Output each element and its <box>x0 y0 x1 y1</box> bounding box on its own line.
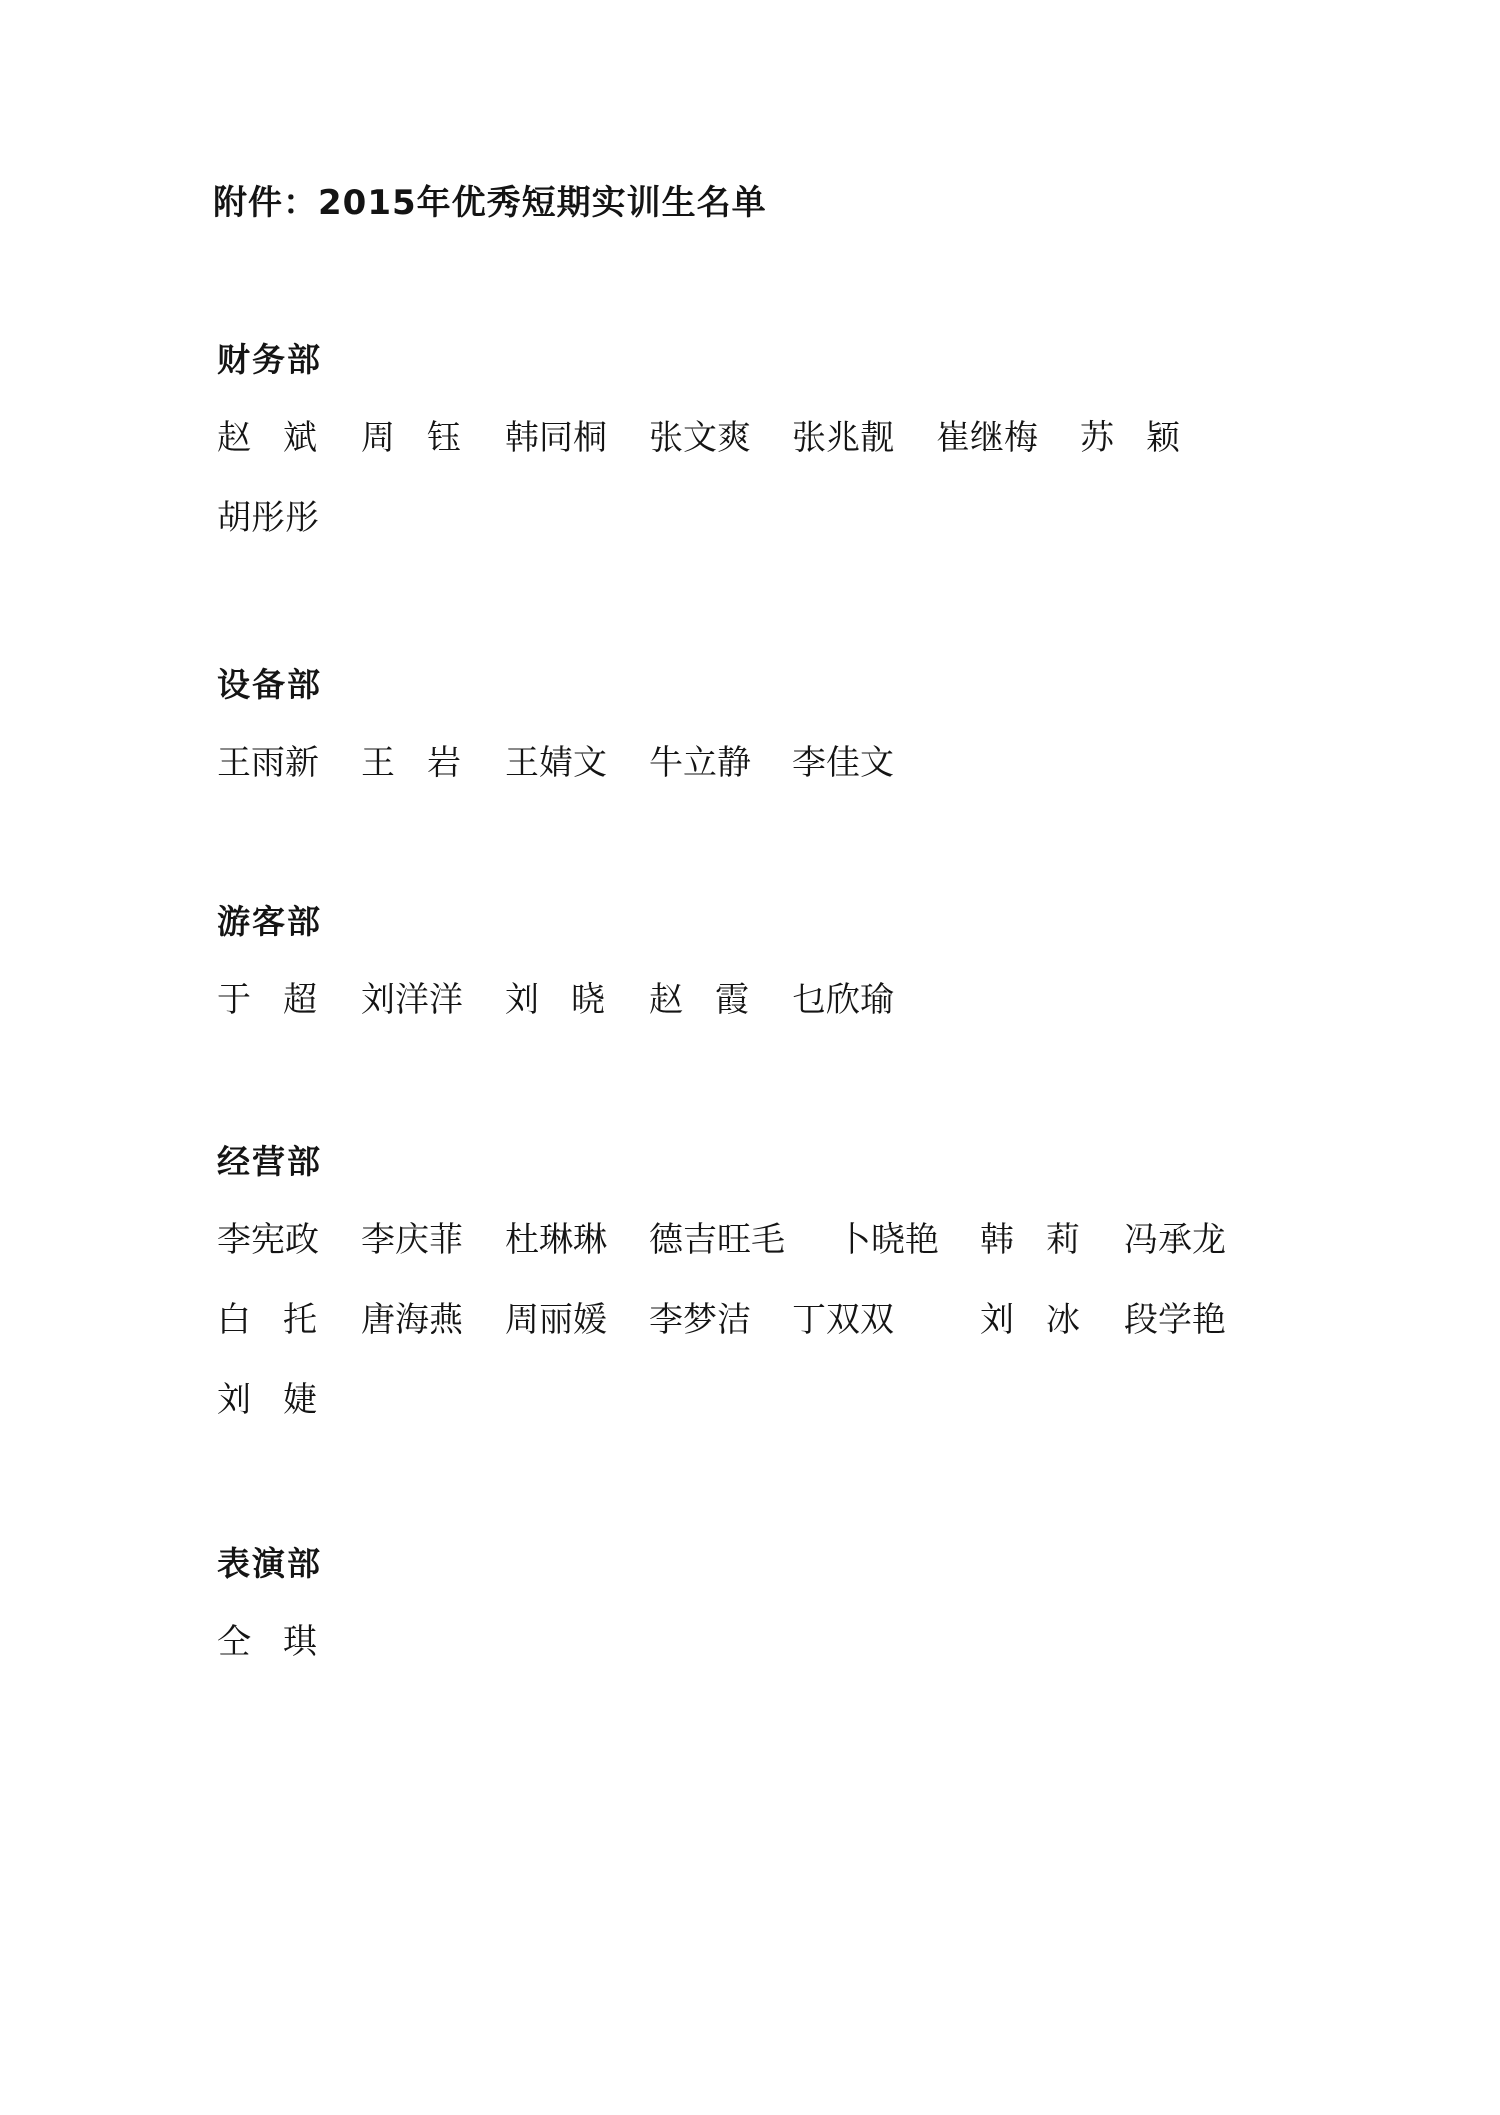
name-list <box>217 741 1317 821</box>
name-row <box>217 978 1317 1058</box>
name-entry: 牛立静 <box>649 743 751 783</box>
name-entry: 李梦洁 <box>649 1300 751 1340</box>
department-name: 经营部 <box>217 1142 322 1181</box>
name-entry: 李宪政 <box>217 1220 319 1260</box>
name-entry: 王 岩 <box>361 743 461 783</box>
name-entry: 卜晓艳 <box>837 1220 939 1260</box>
name-entry: 于 超 <box>217 980 317 1020</box>
name-list <box>217 416 1317 576</box>
name-entry: 白 托 <box>217 1300 317 1340</box>
name-entry: 刘 晓 <box>505 980 605 1020</box>
name-entry: 王雨新 <box>217 743 319 783</box>
name-entry: 仝 琪 <box>217 1622 317 1662</box>
department-visitor <box>217 900 1317 1058</box>
page-title: 附件：2015年优秀短期实训生名单 <box>213 183 767 223</box>
name-list <box>217 1620 1317 1700</box>
name-entry: 李庆菲 <box>361 1220 463 1260</box>
name-entry: 王婧文 <box>505 743 607 783</box>
name-row <box>217 1298 1317 1378</box>
department-equipment <box>217 663 1317 821</box>
name-entry: 周 钰 <box>361 418 461 458</box>
name-list <box>217 1218 1317 1458</box>
name-entry: 刘 冰 <box>980 1300 1080 1340</box>
name-entry: 崔继梅 <box>936 418 1038 458</box>
name-entry: 周丽媛 <box>505 1300 607 1340</box>
name-entry: 德吉旺毛 <box>649 1220 785 1260</box>
name-row <box>217 1218 1317 1298</box>
name-list <box>217 978 1317 1058</box>
name-entry: 丁双双 <box>792 1300 894 1340</box>
department-name: 财务部 <box>217 340 322 379</box>
department-name: 表演部 <box>217 1544 322 1583</box>
name-row <box>217 496 1317 576</box>
department-name: 设备部 <box>217 665 322 704</box>
name-row <box>217 416 1317 496</box>
department-performance <box>217 1542 1317 1700</box>
name-entry: 赵 霞 <box>649 980 749 1020</box>
department-operations <box>217 1140 1317 1458</box>
department-finance <box>217 338 1317 576</box>
name-row <box>217 1378 1317 1458</box>
name-entry: 杜琳琳 <box>505 1220 607 1260</box>
name-entry: 乜欣瑜 <box>792 980 894 1020</box>
name-entry: 段学艳 <box>1124 1300 1226 1340</box>
name-entry: 冯承龙 <box>1124 1220 1226 1260</box>
name-entry: 张文爽 <box>649 418 751 458</box>
name-entry: 韩同桐 <box>505 418 607 458</box>
name-entry: 苏 颖 <box>1080 418 1180 458</box>
name-entry: 唐海燕 <box>361 1300 463 1340</box>
name-entry: 胡彤彤 <box>217 498 319 538</box>
name-entry: 赵 斌 <box>217 418 317 458</box>
name-entry: 刘 婕 <box>217 1380 317 1420</box>
name-entry: 张兆靓 <box>792 418 894 458</box>
name-row <box>217 741 1317 821</box>
name-entry: 刘洋洋 <box>361 980 463 1020</box>
name-entry: 韩 莉 <box>980 1220 1080 1260</box>
name-row <box>217 1620 1317 1700</box>
department-name: 游客部 <box>217 902 322 941</box>
name-entry: 李佳文 <box>792 743 894 783</box>
